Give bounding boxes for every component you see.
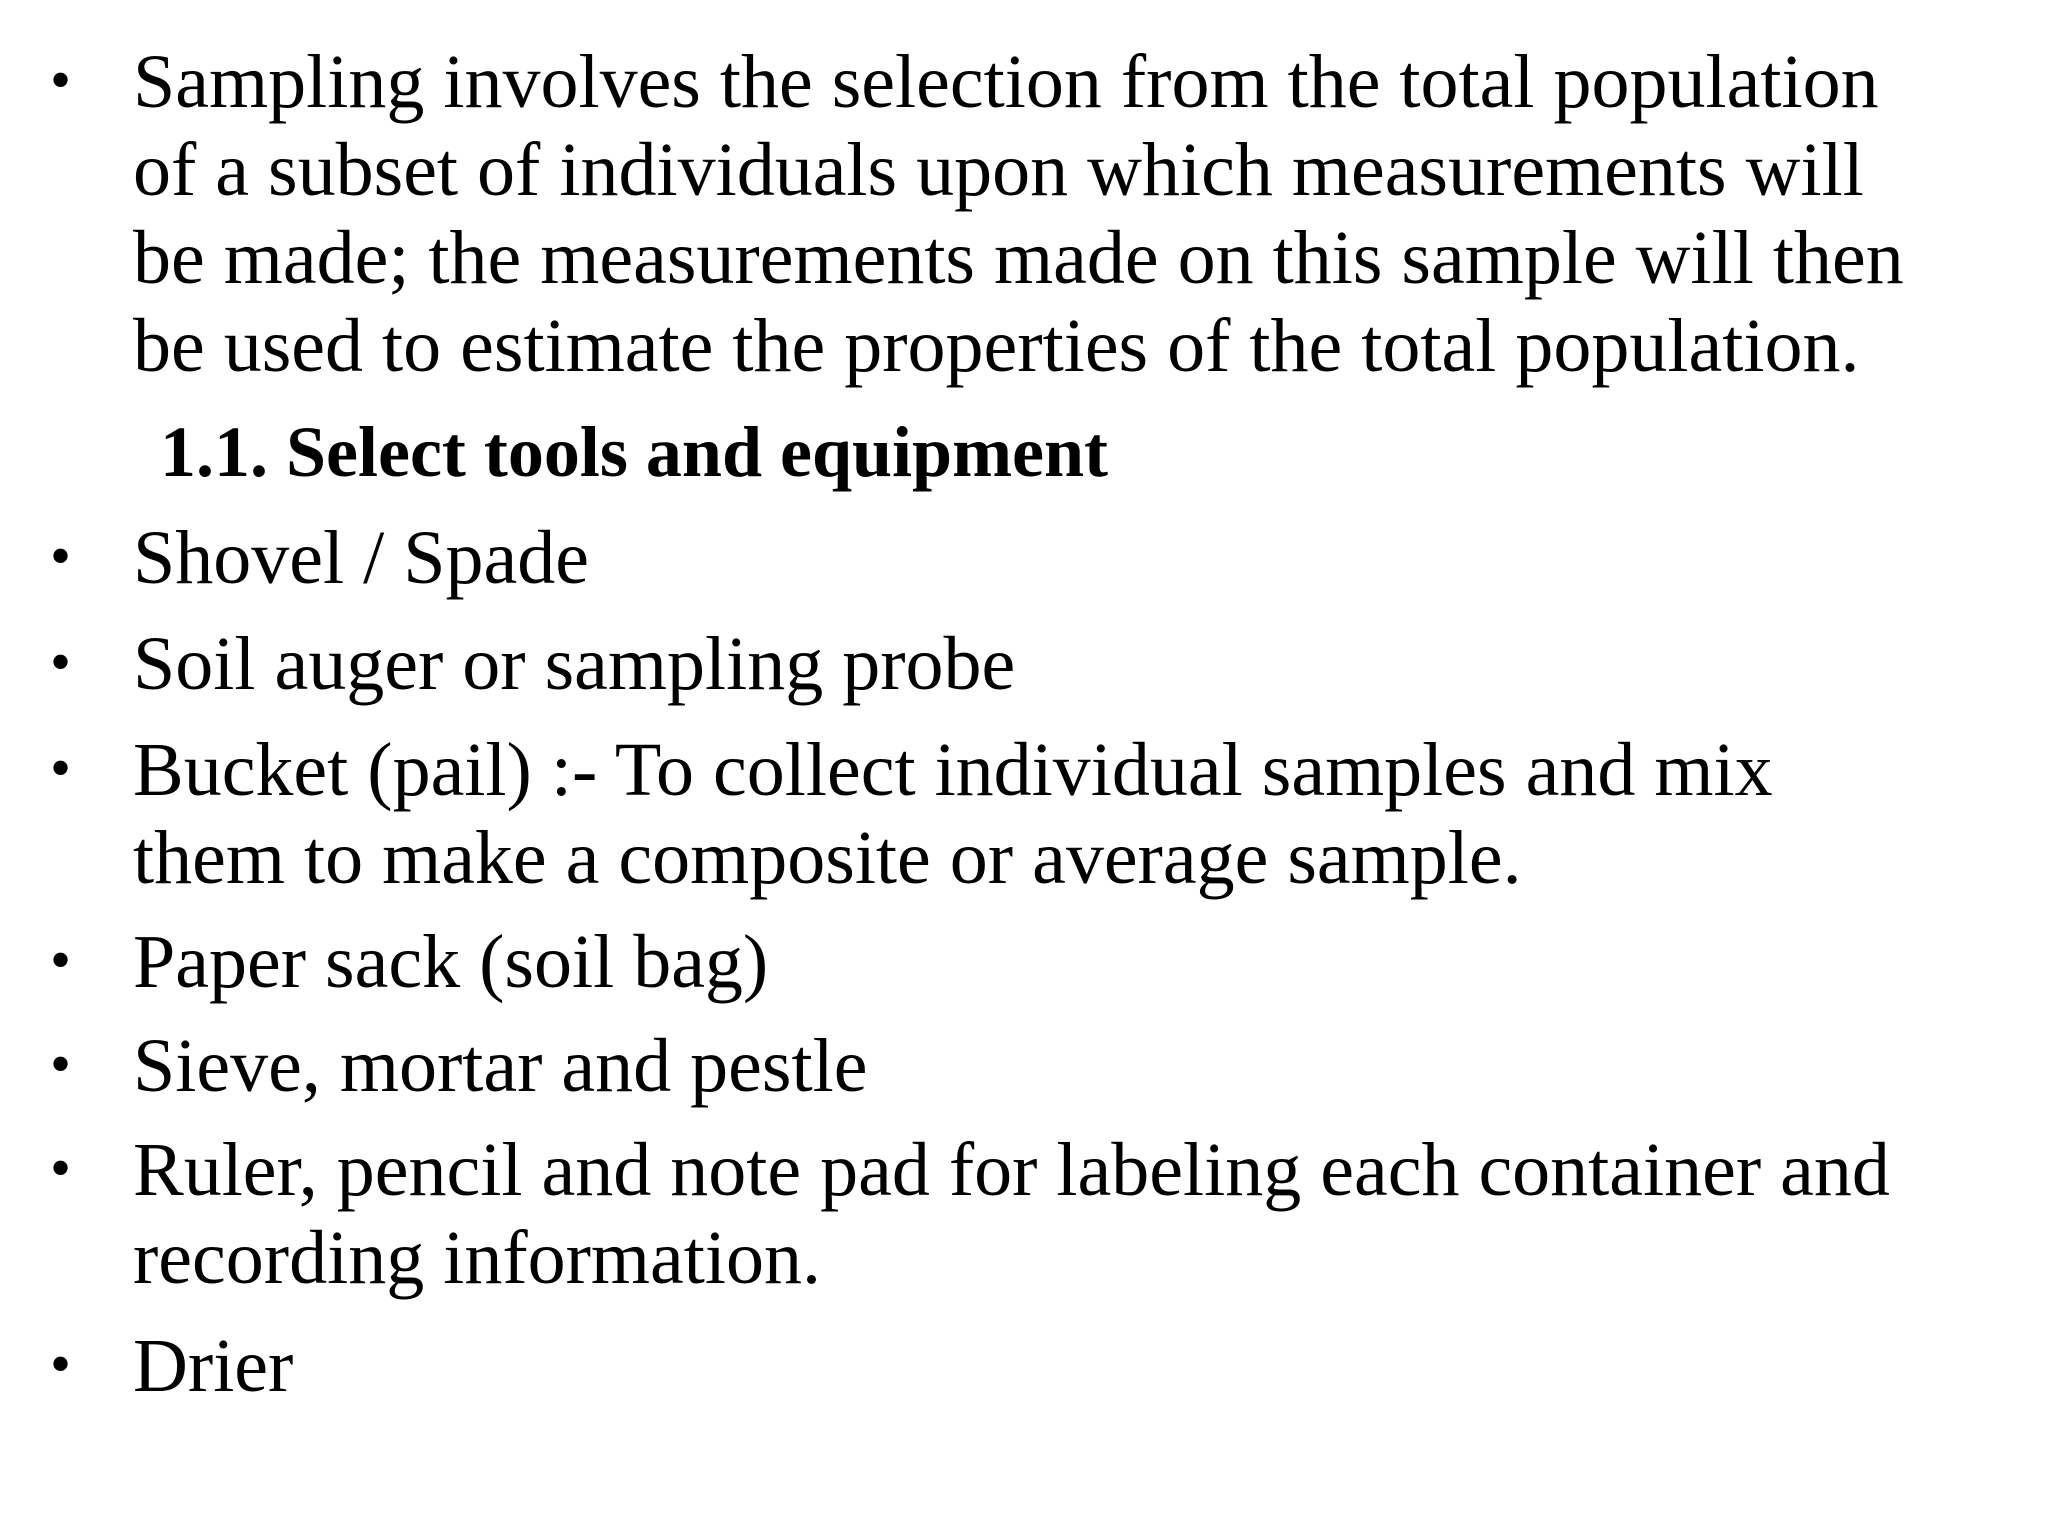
intro-line: be used to estimate the properties of the total population.	[133, 304, 1860, 388]
list-item: Bucket (pail) :- To collect individual samples and mix	[133, 728, 1773, 812]
intro-line: Sampling involves the selection from the total population	[133, 40, 1879, 124]
bullet-icon: •	[50, 1031, 72, 1097]
list-item: Paper sack (soil bag)	[133, 920, 769, 1004]
list-item: Soil auger or sampling probe	[133, 622, 1016, 706]
bullet-icon: •	[50, 47, 72, 113]
bullet-icon: •	[50, 1331, 72, 1397]
list-item: Sieve, mortar and pestle	[133, 1024, 868, 1108]
bullet-icon: •	[50, 735, 72, 801]
bullet-icon: •	[50, 1135, 72, 1201]
list-item: Drier	[133, 1324, 294, 1408]
intro-line: of a subset of individuals upon which measurements will	[133, 128, 1864, 212]
list-item: Ruler, pencil and note pad for labeling each container and	[133, 1128, 1890, 1212]
list-item-continuation: recording information.	[133, 1216, 822, 1300]
list-item: Shovel / Spade	[133, 516, 589, 600]
intro-line: be made; the measurements made on this sample will then	[133, 216, 1904, 300]
bullet-icon: •	[50, 629, 72, 695]
list-item-continuation: them to make a composite or average sample.	[133, 816, 1522, 900]
bullet-icon: •	[50, 523, 72, 589]
section-heading: 1.1. Select tools and equipment	[160, 412, 1109, 492]
bullet-icon: •	[50, 927, 72, 993]
